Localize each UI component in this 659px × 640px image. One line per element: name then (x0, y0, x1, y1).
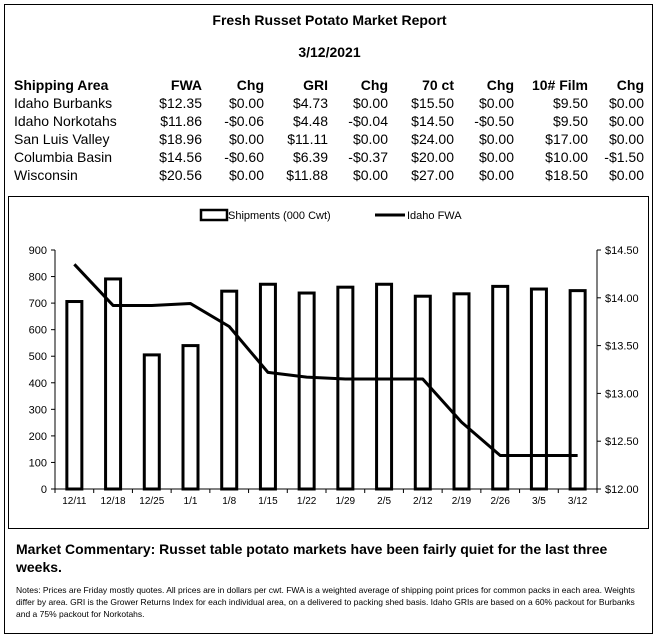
cell-fwa: $12.35 (159, 95, 202, 111)
y-right-tick-label: $14.00 (605, 292, 639, 305)
legend-label-shipments: Shipments (000 Cwt) (228, 210, 331, 222)
cell-gri: $11.88 (286, 167, 328, 183)
cell-gri: $6.39 (292, 149, 328, 165)
col-header-fwa-chg: Chg (236, 77, 264, 93)
cell-area: Idaho Burbanks (14, 95, 113, 111)
x-tick-label: 12/25 (139, 496, 165, 507)
cell-10lb-film-chg: -$1.50 (604, 149, 644, 165)
y-left-tick-label: 0 (40, 484, 47, 496)
x-tick-label: 2/19 (451, 496, 472, 507)
col-header-70ct-chg: Chg (486, 77, 514, 93)
cell-fwa-chg: $0.00 (228, 131, 264, 147)
cell-gri-chg: $0.00 (352, 167, 388, 183)
y-left-tick-label: 100 (28, 457, 47, 470)
x-tick-label: 12/18 (100, 496, 126, 507)
cell-70ct: $15.50 (411, 95, 454, 111)
cell-70ct: $20.00 (411, 149, 454, 165)
x-tick-label: 3/12 (567, 496, 588, 507)
shipments-bar (570, 291, 585, 489)
cell-gri-chg: $0.00 (352, 95, 388, 111)
cell-area: Columbia Basin (14, 149, 113, 165)
shipments-bar (222, 291, 237, 489)
cell-fwa-chg: $0.00 (228, 167, 264, 183)
col-header-10lb-film: 10# Film (531, 77, 588, 93)
y-right-tick-label: $14.50 (605, 245, 639, 257)
report-date: 3/12/2021 (298, 44, 361, 60)
cell-fwa-chg: -$0.60 (224, 149, 264, 165)
y-left-tick-label: 500 (28, 351, 47, 364)
cell-10lb-film: $9.50 (552, 95, 588, 111)
cell-10lb-film-chg: $0.00 (608, 131, 644, 147)
cell-gri: $4.48 (292, 113, 328, 129)
y-right-tick-label: $12.50 (605, 436, 639, 449)
price-table (14, 76, 644, 184)
cell-10lb-film: $18.50 (545, 167, 588, 183)
y-right-tick-label: $13.00 (605, 388, 639, 401)
y-left-tick-label: 700 (28, 298, 47, 311)
cell-10lb-film: $17.00 (545, 131, 588, 147)
table-row (14, 130, 644, 148)
x-tick-label: 1/29 (335, 496, 356, 507)
y-right-tick-label: $12.00 (605, 484, 639, 496)
cell-70ct: $24.00 (411, 131, 454, 147)
cell-fwa-chg: -$0.06 (224, 113, 264, 129)
y-left-tick-label: 800 (28, 271, 47, 284)
x-tick-label: 12/11 (62, 496, 87, 507)
report-title: Fresh Russet Potato Market Report (212, 12, 447, 28)
col-header-70ct: 70 ct (422, 77, 454, 93)
shipments-bar (415, 296, 430, 489)
shipments-bar (531, 289, 546, 489)
x-tick-label: 1/22 (296, 496, 317, 507)
cell-70ct-chg: $0.00 (478, 149, 514, 165)
col-header-gri: GRI (303, 77, 328, 93)
cell-area: Idaho Norkotahs (14, 113, 117, 129)
shipments-bar (377, 284, 392, 489)
cell-fwa: $14.56 (159, 149, 202, 165)
col-header-gri-chg: Chg (360, 77, 388, 93)
x-tick-label: 1/8 (222, 496, 237, 507)
y-left-tick-label: 300 (28, 404, 47, 417)
shipments-bar (493, 286, 508, 489)
cell-10lb-film: $9.50 (552, 113, 588, 129)
shipments-bar (183, 346, 198, 489)
market-commentary: Market Commentary: Russet table potato markets have been fairly quiet for the last three weeks. (16, 541, 608, 575)
cell-area: San Luis Valley (14, 131, 110, 147)
cell-fwa: $20.56 (159, 167, 202, 183)
cell-70ct-chg: $0.00 (478, 167, 514, 183)
table-row (14, 112, 644, 130)
cell-gri-chg: -$0.37 (348, 149, 388, 165)
y-left-tick-label: 600 (28, 324, 47, 337)
cell-70ct-chg: $0.00 (478, 95, 514, 111)
cell-70ct: $14.50 (411, 113, 454, 129)
cell-10lb-film-chg: $0.00 (608, 113, 644, 129)
shipments-bar (67, 302, 82, 489)
cell-gri: $11.11 (287, 131, 328, 147)
cell-10lb-film-chg: $0.00 (608, 95, 644, 111)
cell-fwa-chg: $0.00 (228, 95, 264, 111)
shipments-bar (260, 284, 275, 489)
y-left-tick-label: 200 (28, 430, 47, 443)
x-tick-label: 2/5 (377, 496, 392, 507)
table-row (14, 148, 644, 166)
shipments-bar (338, 287, 353, 489)
table-row (14, 166, 644, 184)
cell-fwa: $18.96 (159, 131, 202, 147)
shipments-bar (106, 279, 121, 489)
col-header-shipping-area: Shipping Area (14, 77, 109, 93)
cell-10lb-film: $10.00 (545, 149, 588, 165)
y-left-tick-label: 900 (28, 245, 47, 257)
legend-swatch-shipments (201, 210, 227, 220)
shipments-fwa-chart (9, 197, 648, 528)
cell-gri-chg: $0.00 (352, 131, 388, 147)
y-right-tick-label: $13.50 (605, 340, 639, 353)
cell-70ct: $27.00 (411, 167, 454, 183)
cell-fwa: $11.86 (160, 113, 202, 129)
cell-gri: $4.73 (292, 95, 328, 111)
shipments-bar (299, 293, 314, 489)
chart-container (8, 196, 649, 529)
shipments-bar (144, 355, 159, 489)
shipments-bar (454, 294, 469, 489)
col-header-fwa: FWA (170, 77, 202, 93)
y-left-tick-label: 400 (28, 377, 47, 390)
cell-70ct-chg: $0.00 (478, 131, 514, 147)
table-header-row (14, 76, 644, 94)
x-tick-label: 1/15 (258, 496, 278, 507)
table-row (14, 94, 644, 112)
x-tick-label: 3/5 (531, 496, 546, 507)
x-tick-label: 1/1 (183, 496, 198, 507)
x-tick-label: 2/26 (490, 496, 510, 507)
legend-label-idaho-fwa: Idaho FWA (407, 210, 462, 222)
cell-70ct-chg: -$0.50 (474, 113, 514, 129)
cell-gri-chg: -$0.04 (348, 113, 388, 129)
notes: Notes: Prices are Friday mostly quotes. All prices are in dollars per cwt. FWA is a weighted average of shipping point prices for common packs in each area. Weights differ by area. GRI is the Grower Returns Index for each individual area, on a delivered to packing shed basis. Idaho GRIs are based on a 60% packout for Burbanks and a 75% packout for Norkotahs. (16, 585, 635, 619)
cell-10lb-film-chg: $0.00 (608, 167, 644, 183)
x-tick-label: 2/12 (413, 496, 433, 507)
col-header-10lb-film-chg: Chg (616, 77, 644, 93)
cell-area: Wisconsin (14, 167, 78, 183)
